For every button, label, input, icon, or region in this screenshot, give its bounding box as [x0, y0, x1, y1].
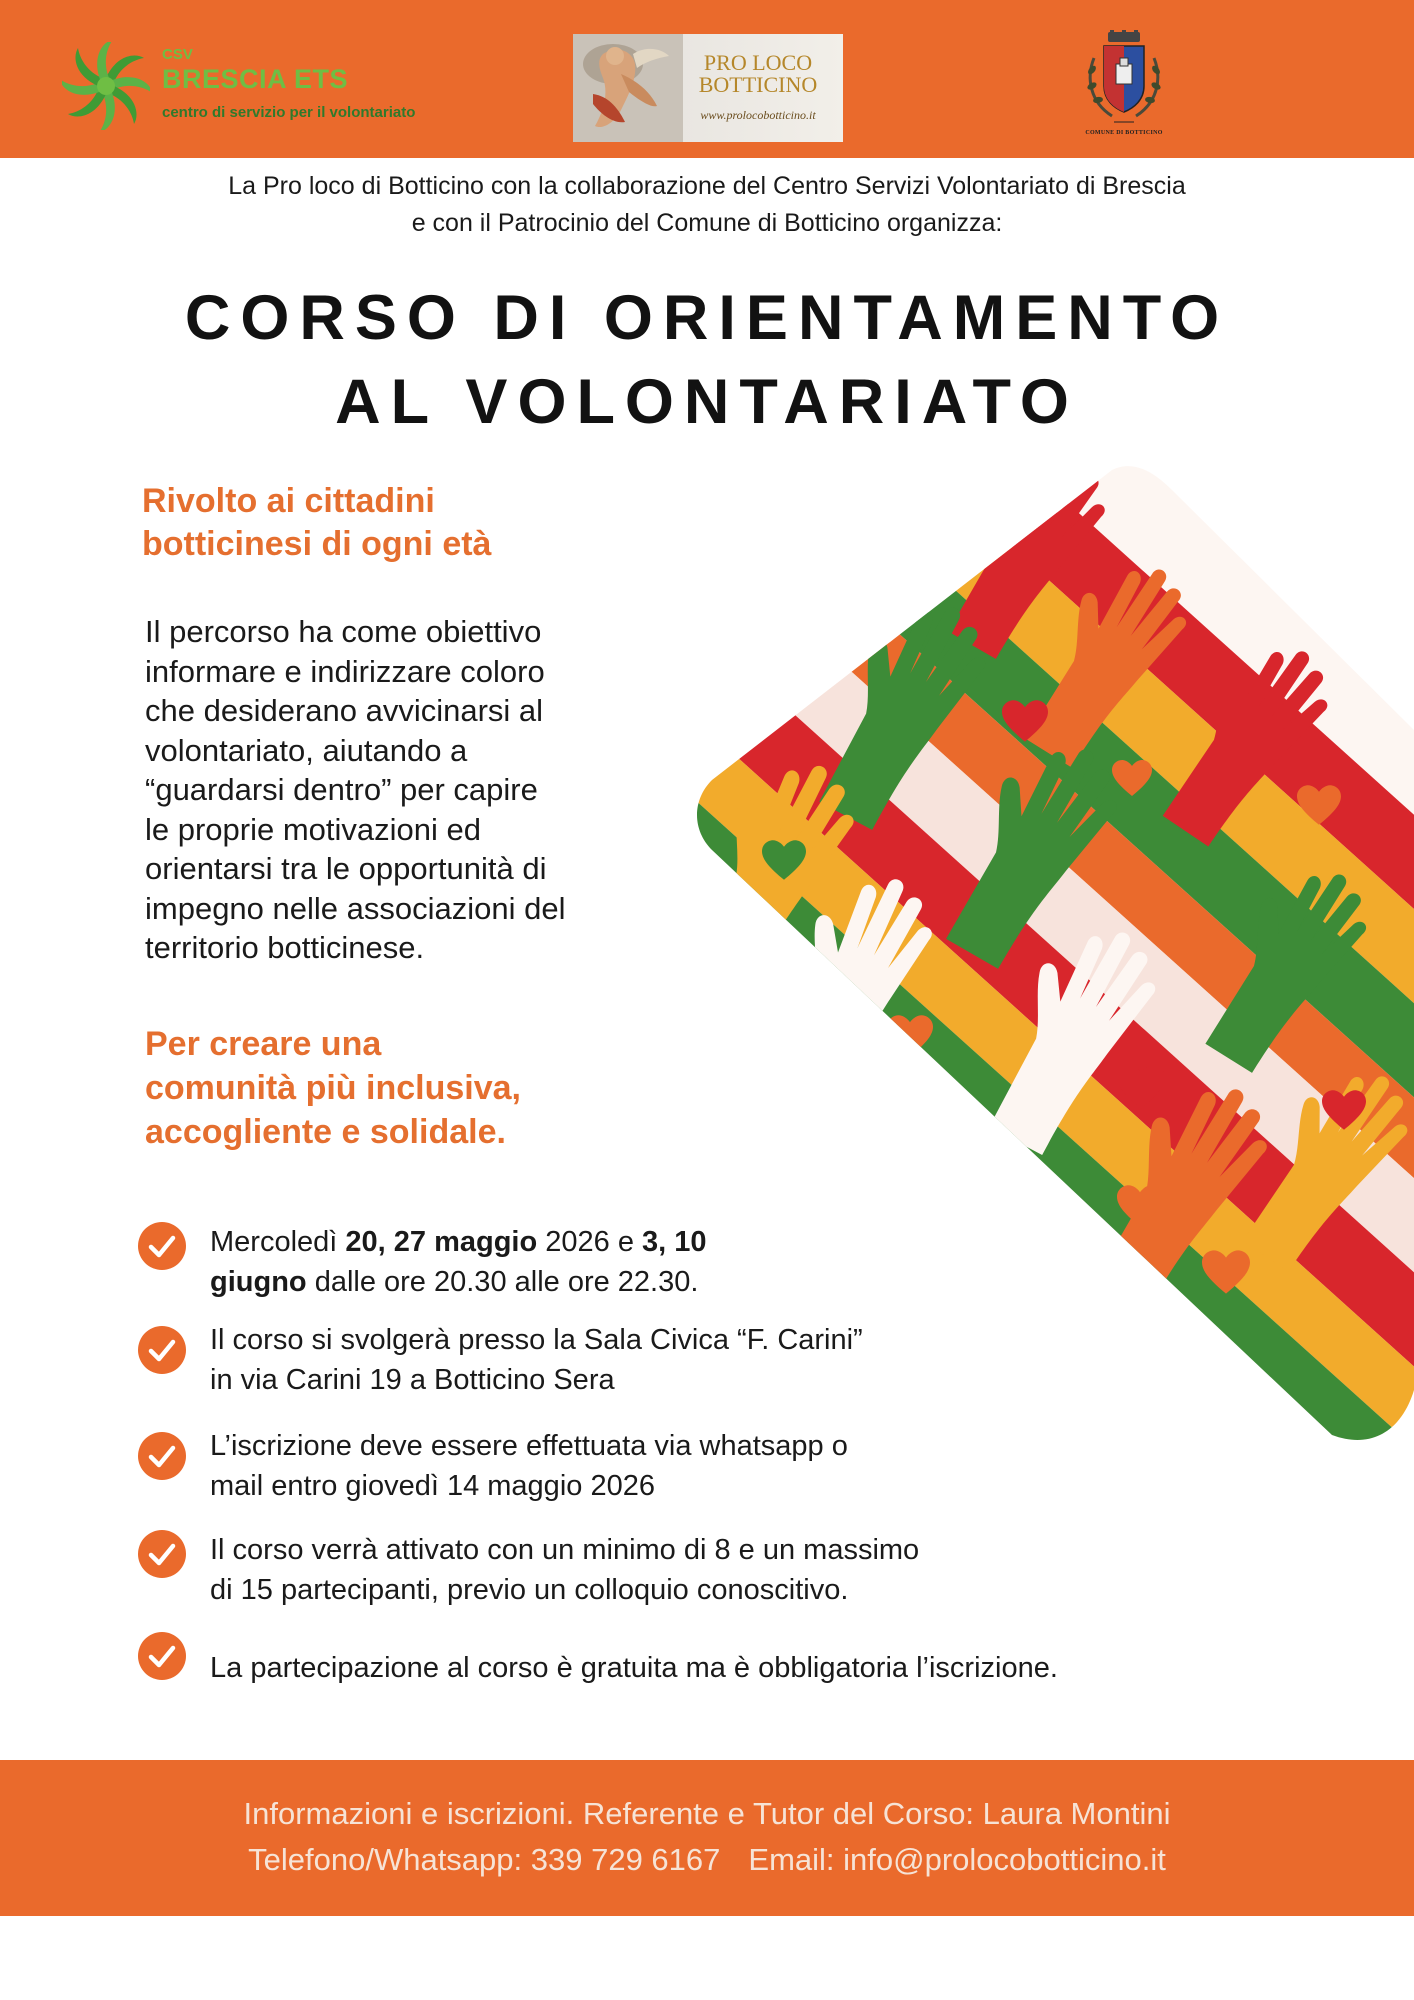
fee-line: La partecipazione al corso è gratuita ma è obbligatoria l’iscrizione.	[210, 1652, 1058, 1684]
intro-text	[120, 168, 1294, 242]
description-line: Il percorso ha come obiettivo	[145, 614, 542, 649]
checkmark-icon	[138, 1326, 186, 1374]
coat-of-arms-icon	[1078, 30, 1170, 130]
location-line-1: Il corso si svolgerà presso la Sala Civica “F. Carini”	[210, 1324, 863, 1356]
csv-logo-name: BRESCIA ETS	[162, 64, 349, 94]
description-paragraph	[145, 612, 705, 968]
csv-logo-subtitle: centro di servizio per il volontariato	[162, 104, 416, 121]
pro-loco-title: PRO LOCO	[703, 50, 813, 75]
comune-di-botticino-logo	[1078, 30, 1170, 142]
description-line: orientarsi tra le opportunità di	[145, 851, 547, 886]
description-line: territorio botticinese.	[145, 930, 425, 965]
footer-phone: Telefono/Whatsapp: 339 729 6167	[248, 1842, 721, 1877]
schedule-item	[210, 1222, 707, 1302]
description-line: che desiderano avvicinarsi al	[145, 693, 544, 728]
participants-item	[210, 1530, 919, 1610]
participants-line-2: di 15 partecipanti, previo un colloquio conoscitivo.	[210, 1574, 849, 1606]
schedule-day: Mercoledì	[210, 1226, 346, 1258]
schedule-may-dates: 20, 27 maggio	[345, 1226, 538, 1258]
audience-line-2: botticinesi di ogni età	[142, 525, 492, 563]
location-item	[210, 1320, 863, 1400]
description-line: le proprie motivazioni ed	[145, 811, 482, 847]
contact-footer	[0, 1760, 1414, 1916]
csv-logo-small-text: CSV	[162, 46, 193, 63]
csv-pinwheel-icon	[62, 42, 150, 130]
intro-line-1: La Pro loco di Botticino con la collaborazione del Centro Servizi Volontariato di Brescia	[228, 172, 1186, 200]
comune-label: COMUNE DI BOTTICINO	[1085, 130, 1163, 136]
fee-item	[210, 1648, 1058, 1688]
colorful-hands-illustration	[672, 430, 1414, 1460]
checkmark-icon	[138, 1432, 186, 1480]
main-title-line-2: AL VOLONTARIATO	[335, 367, 1079, 437]
tagline-line-2: comunità più inclusiva,	[145, 1069, 521, 1107]
csv-brescia-logo	[62, 38, 482, 138]
tagline-line-3: accogliente e solidale.	[145, 1113, 506, 1151]
checkmark-icon	[138, 1632, 186, 1680]
painted-figure-icon	[573, 34, 683, 142]
pro-loco-url: www.prolocobotticino.it	[700, 108, 816, 122]
schedule-june-dates: 3, 10	[642, 1226, 707, 1258]
header-bar	[0, 0, 1414, 158]
main-title-line-1: CORSO DI ORIENTAMENTO	[184, 283, 1230, 353]
pro-loco-subtitle: BOTTICINO	[698, 72, 818, 97]
schedule-june-label: giugno	[210, 1266, 307, 1298]
tagline-line-1: Per creare una	[145, 1025, 382, 1063]
schedule-year: 2026 e	[537, 1226, 643, 1258]
audience-subtitle	[142, 480, 702, 566]
intro-line-2: e con il Patrocinio del Comune di Botticino organizza:	[411, 209, 1003, 237]
checkmark-icon	[138, 1530, 186, 1578]
checkmark-icon	[138, 1222, 186, 1270]
registration-line-2: mail entro giovedì 14 maggio 2026	[210, 1470, 655, 1502]
footer-referent: Informazioni e iscrizioni. Referente e Tutor del Corso: Laura Montini	[243, 1796, 1171, 1831]
description-line: impegno nelle associazioni del	[145, 890, 566, 926]
footer-contacts	[0, 1842, 1414, 1878]
registration-line-1: L’iscrizione deve essere effettuata via whatsapp o	[210, 1430, 848, 1462]
schedule-hours: dalle ore 20.30 alle ore 22.30.	[306, 1266, 699, 1298]
registration-item	[210, 1426, 848, 1506]
description-line: volontariato, aiutando a	[145, 732, 468, 768]
description-line: “guardarsi dentro” per capire	[145, 772, 538, 807]
footer-email: Email: info@prolocobotticino.it	[748, 1842, 1166, 1877]
goal-tagline	[145, 1022, 705, 1154]
pro-loco-botticino-logo	[573, 34, 843, 142]
participants-line-1: Il corso verrà attivato con un minimo di 8 e un massimo	[210, 1534, 920, 1566]
description-line: informare e indirizzare coloro	[145, 653, 545, 689]
location-line-2: in via Carini 19 a Botticino Sera	[210, 1364, 615, 1396]
audience-line-1: Rivolto ai cittadini	[142, 482, 435, 520]
